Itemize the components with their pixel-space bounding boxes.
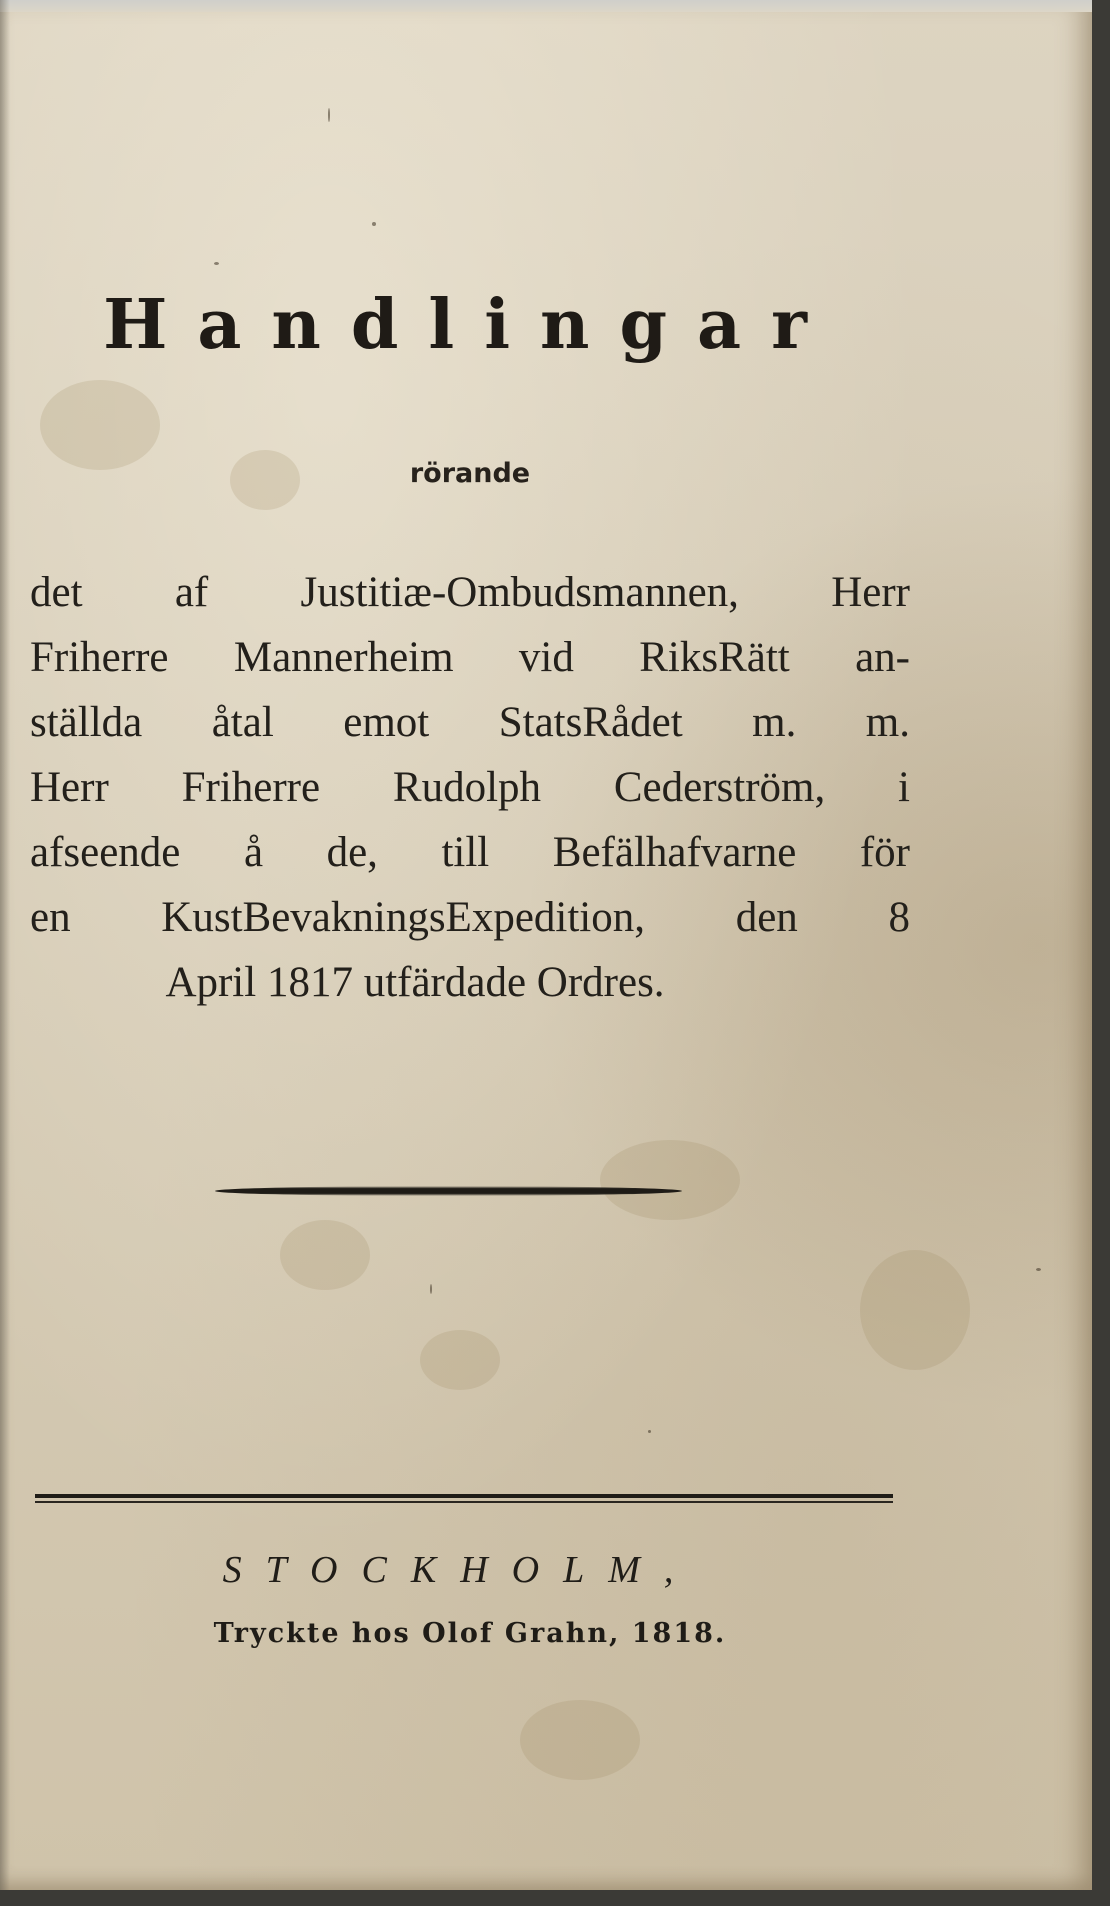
place-of-publication: STOCKHOLM, (222, 1549, 698, 1591)
paper-stain (280, 1220, 370, 1290)
paper-stain (40, 380, 160, 470)
subtitle: rörande (409, 458, 531, 489)
body-line-3: ställda åtal emot StatsRådet m. m. (30, 699, 910, 746)
paper-fleck (372, 222, 376, 226)
page-title: Handlingar (103, 285, 837, 365)
body-line-7: April 1817 utfärdade Ordres. (165, 959, 665, 1006)
body-line-2: Friherre Mannerheim vid RiksRätt an- (30, 634, 910, 681)
paper-stain (230, 450, 300, 510)
paper-fleck (430, 1284, 432, 1294)
paper-stain (860, 1250, 970, 1370)
page-left-edge (0, 0, 10, 1890)
paper-fleck (328, 108, 330, 122)
paper-fleck (1036, 1268, 1041, 1271)
double-rule-thick (35, 1494, 893, 1498)
double-rule-thin (35, 1501, 893, 1503)
printer-imprint: Tryckte hos Olof Grahn, 1818. (213, 1618, 727, 1649)
title-body (30, 560, 910, 1015)
body-line-4: Herr Friherre Rudolph Cederström, i (30, 764, 910, 811)
paper-fleck (648, 1430, 651, 1433)
body-line-1: det af Justitiæ-Ombudsmannen, Herr (30, 569, 910, 616)
page-top-edge (0, 0, 1092, 12)
body-line-5: afseende å de, till Befälhafvarne för (30, 829, 910, 876)
double-rule (35, 1494, 893, 1506)
paper-stain (520, 1700, 640, 1780)
body-line-6: en KustBevakningsExpedition, den 8 (30, 894, 910, 941)
paper-stain (600, 1140, 740, 1220)
paper-fleck (214, 262, 219, 265)
ornamental-rule (215, 1186, 682, 1196)
paper-stain (420, 1330, 500, 1390)
